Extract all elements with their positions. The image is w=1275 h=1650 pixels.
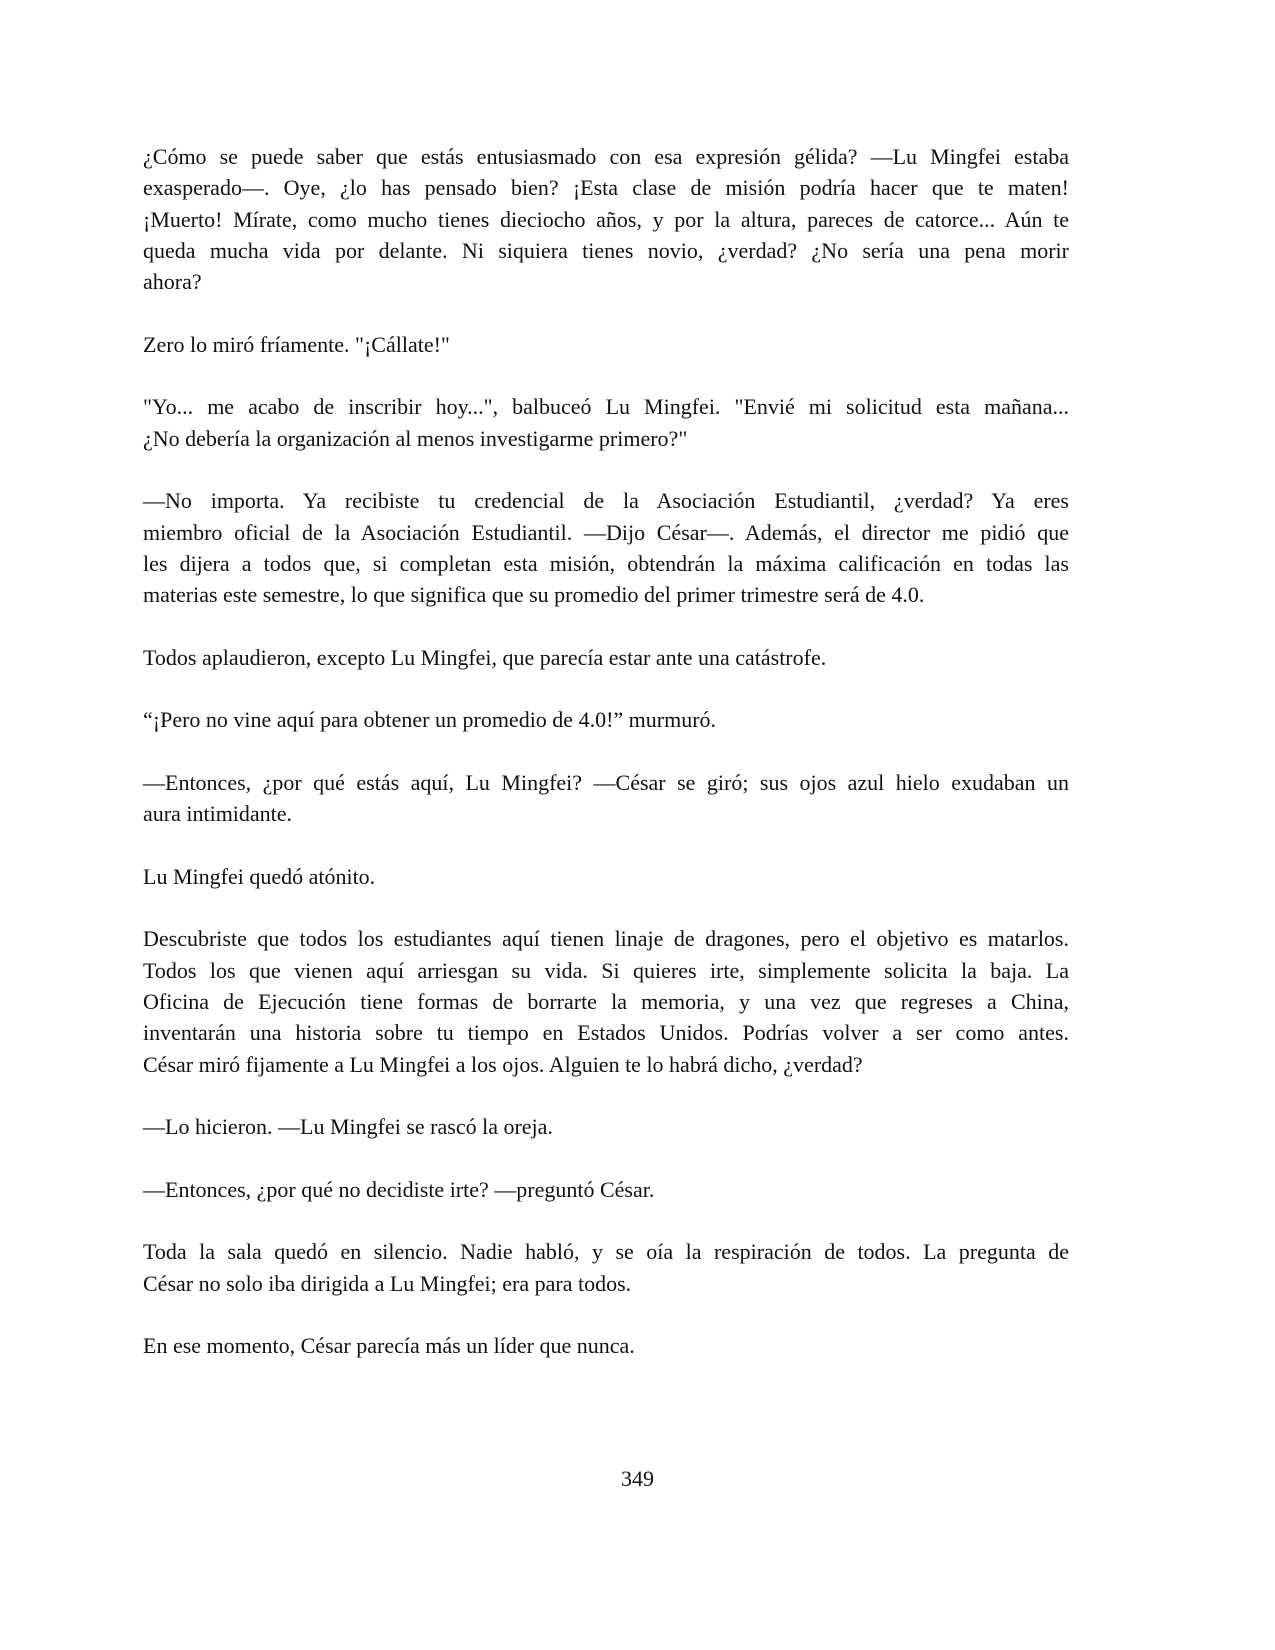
paragraph xyxy=(143,1111,1069,1142)
paragraph xyxy=(143,391,1069,454)
paragraph xyxy=(143,642,1069,673)
text-line: ¿No debería la organización al menos investigarme primero?" xyxy=(143,425,688,451)
text-line: César miró fijamente a Lu Mingfei a los ojos. Alguien te lo habrá dicho, ¿verdad? xyxy=(143,1051,863,1077)
text-line: En ese momento, César parecía más un líder que nunca. xyxy=(143,1333,635,1359)
paragraph xyxy=(143,485,1069,610)
text-line: aura intimidante. xyxy=(143,801,293,827)
text-line: inventarán una historia sobre tu tiempo en Estados Unidos. Podrías volver a ser como antes. xyxy=(143,1020,1069,1046)
text-line: Todos aplaudieron, excepto Lu Mingfei, que parecía estar ante una catástrofe. xyxy=(143,644,827,670)
text-line: César no solo iba dirigida a Lu Mingfei; era para todos. xyxy=(143,1270,632,1296)
text-line: —Entonces, ¿por qué no decidiste irte? —preguntó César. xyxy=(143,1176,655,1202)
paragraph xyxy=(143,767,1069,830)
text-line: Oficina de Ejecución tiene formas de borrarte la memoria, y una vez que regreses a China, xyxy=(143,989,1069,1015)
text-line: —No importa. Ya recibiste tu credencial de la Asociación Estudiantil, ¿verdad? Ya eres xyxy=(143,488,1069,514)
paragraph xyxy=(143,141,1069,297)
paragraph xyxy=(143,1174,1069,1205)
text-line: miembro oficial de la Asociación Estudiantil. —Dijo César—. Además, el director me pidió que xyxy=(143,519,1069,545)
paragraph xyxy=(143,704,1069,735)
text-line: Toda la sala quedó en silencio. Nadie habló, y se oía la respiración de todos. La pregunta de xyxy=(143,1239,1069,1265)
text-line: ¡Muerto! Mírate, como mucho tienes dieciocho años, y por la altura, pareces de catorce... Aún te xyxy=(143,206,1069,232)
text-line: materias este semestre, lo que significa que su promedio del primer trimestre será de 4.0. xyxy=(143,582,925,608)
page-body xyxy=(143,141,1069,1393)
text-line: Zero lo miró fríamente. "¡Cállate!" xyxy=(143,331,450,357)
text-line: queda mucha vida por delante. Ni siquiera tienes novio, ¿verdad? ¿No sería una pena morir xyxy=(143,237,1069,263)
text-line: ¿Cómo se puede saber que estás entusiasmado con esa expresión gélida? —Lu Mingfei estaba xyxy=(143,144,1069,169)
text-line: Descubriste que todos los estudiantes aquí tienen linaje de dragones, pero el objetivo es matarlos. xyxy=(143,926,1069,952)
text-line: les dijera a todos que, si completan esta misión, obtendrán la máxima calificación en todas las xyxy=(143,550,1069,576)
paragraph xyxy=(143,329,1069,360)
page-number: 349 xyxy=(621,1466,654,1491)
text-line: Todos los que vienen aquí arriesgan su vida. Si quieres irte, simplemente solicita la baja. La xyxy=(143,957,1069,983)
text-line: —Lo hicieron. —Lu Mingfei se rascó la oreja. xyxy=(143,1114,553,1140)
text-line: ahora? xyxy=(143,269,202,295)
text-line: “¡Pero no vine aquí para obtener un promedio de 4.0!” murmuró. xyxy=(143,707,717,733)
paragraph xyxy=(143,1330,1069,1361)
paragraph xyxy=(143,923,1069,1079)
text-line: —Entonces, ¿por qué estás aquí, Lu Mingfei? —César se giró; sus ojos azul hielo exudaban un xyxy=(143,769,1069,795)
paragraph xyxy=(143,1236,1069,1299)
text-line: "Yo... me acabo de inscribir hoy...", balbuceó Lu Mingfei. "Envié mi solicitud esta mañana... xyxy=(143,394,1069,420)
text-line: exasperado—. Oye, ¿lo has pensado bien? ¡Esta clase de misión podría hacer que te maten! xyxy=(143,175,1069,201)
paragraph xyxy=(143,861,1069,892)
text-line: Lu Mingfei quedó atónito. xyxy=(143,863,376,889)
